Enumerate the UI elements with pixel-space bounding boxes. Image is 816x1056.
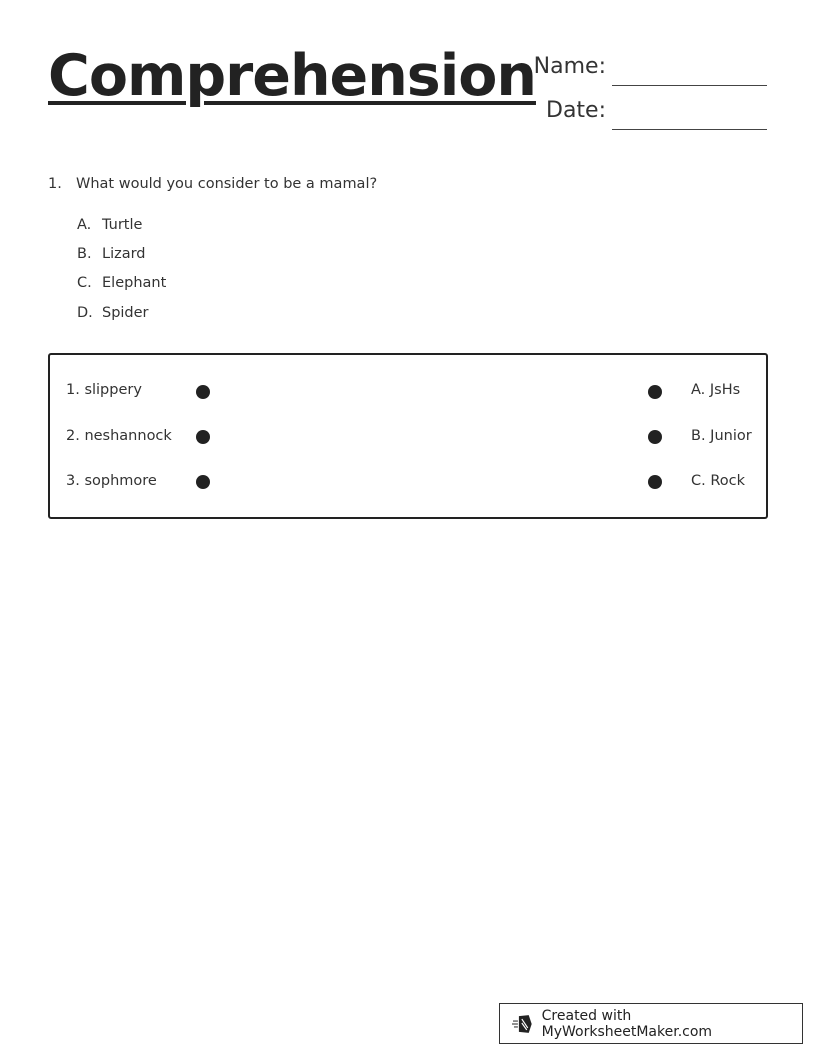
name-field [526, 56, 767, 78]
option-letter: D. [77, 305, 93, 321]
footer-credit[interactable] [499, 1003, 803, 1044]
match-right-dot[interactable] [648, 385, 662, 399]
option-letter: A. [77, 217, 92, 233]
date-field [526, 100, 767, 122]
match-left-dot[interactable] [196, 475, 210, 489]
matching-box [48, 353, 768, 519]
match-left-item: 1. slippery [66, 382, 142, 398]
question-text: What would you consider to be a mamal? [76, 176, 378, 192]
option-text: Elephant [102, 275, 167, 291]
option-text: Turtle [102, 217, 143, 233]
option-text: Spider [102, 305, 149, 321]
date-label: Date: [546, 98, 606, 123]
match-right-item: A. JsHs [691, 382, 741, 398]
match-left-dot[interactable] [196, 385, 210, 399]
page-title: Comprehension [48, 43, 536, 109]
option-a[interactable] [77, 217, 142, 233]
match-right-dot[interactable] [648, 430, 662, 444]
match-right-item: C. Rock [691, 473, 746, 489]
question-number: 1. [48, 176, 62, 192]
worksheet-logo-icon [512, 1013, 534, 1035]
option-letter: C. [77, 275, 92, 291]
option-text: Lizard [102, 246, 146, 262]
match-right-dot[interactable] [648, 475, 662, 489]
question-1 [48, 176, 377, 192]
match-left-item: 2. neshannock [66, 428, 172, 444]
footer-text: Created with MyWorksheetMaker.com [541, 1007, 713, 1040]
name-line[interactable] [612, 84, 767, 86]
match-right-item: B. Junior [691, 428, 752, 444]
name-label: Name: [533, 54, 606, 79]
date-line[interactable] [612, 128, 767, 130]
option-c[interactable] [77, 275, 166, 291]
match-left-dot[interactable] [196, 430, 210, 444]
option-b[interactable] [77, 246, 146, 262]
match-left-item: 3. sophmore [66, 473, 157, 489]
option-letter: B. [77, 246, 92, 262]
option-d[interactable] [77, 305, 149, 321]
